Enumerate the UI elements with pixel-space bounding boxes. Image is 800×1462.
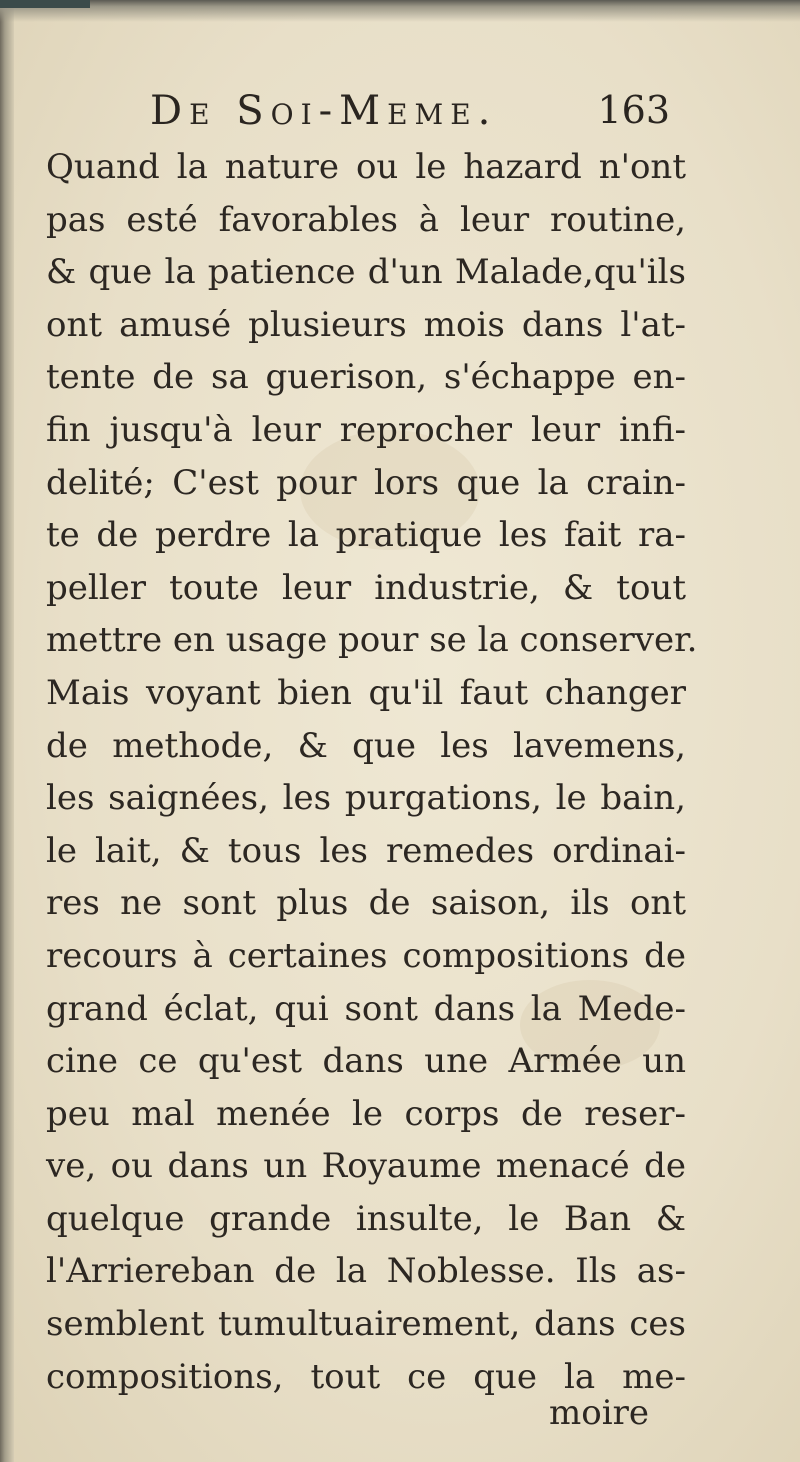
text-line: semblent tumultuairement, dans ces [46,1304,686,1345]
text-line: compositions, tout ce que la me- [46,1356,686,1397]
text-line: res ne sont plus de saison, ils ont [46,883,686,924]
text-line: le lait, & tous les remedes ordinai- [46,830,686,871]
text-line: Mais voyant bien qu'il faut changer [46,672,686,713]
text-line: pas esté favorables à leur routine, [46,199,686,240]
text-line: & que la patience d'un Malade,qu'ils [46,252,686,293]
text-line: te de perdre la pratique les fait ra- [46,515,686,556]
text-line: mettre en usage pour se la conserver. [46,620,698,661]
text-line: de methode, & que les lavemens, [46,725,686,766]
text-line: grand éclat, qui sont dans la Mede- [46,988,686,1029]
text-line: tente de sa guerison, s'échappe en- [46,357,686,398]
text-line: les saignées, les purgations, le bain, [46,778,686,819]
text-line: fin jusqu'à leur reprocher leur infi- [46,409,686,450]
catchword: moire [549,1393,649,1433]
text-line: peller toute leur industrie, & tout [46,567,686,608]
running-head: De Soi-Meme. [150,88,498,134]
text-line: quelque grande insulte, le Ban & [46,1198,686,1239]
text-line: l'Arriereban de la Noblesse. Ils as- [46,1251,686,1292]
page-number: 163 [597,88,670,132]
page-top-edge [0,0,800,22]
text-line: Quand la nature ou le hazard n'ont [46,147,686,187]
binding-gutter [0,0,14,1462]
text-line: ont amusé plusieurs mois dans l'at- [46,304,686,345]
text-line: recours à certaines compositions de [46,935,686,976]
text-line: ve, ou dans un Royaume menacé de [46,1146,686,1187]
body-text [46,141,698,1403]
text-line: cine ce qu'est dans une Armée un [46,1041,686,1082]
text-line: peu mal menée le corps de reser- [46,1093,686,1134]
text-line: delité; C'est pour lors que la crain- [46,462,686,503]
page-header [150,88,670,144]
